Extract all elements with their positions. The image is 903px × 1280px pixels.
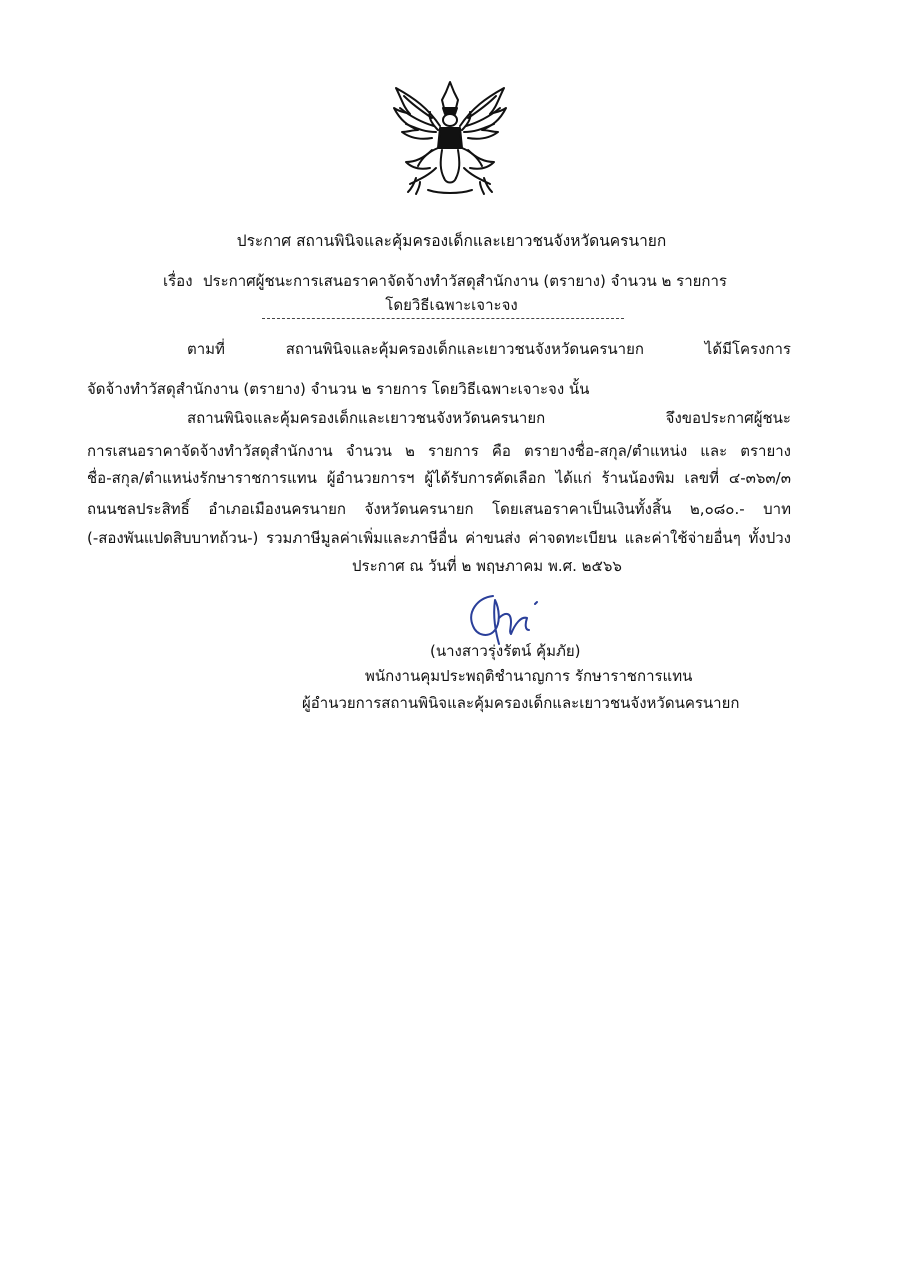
- dashed-divider: [262, 318, 624, 319]
- subject-text: ประกาศผู้ชนะการเสนอราคาจัดจ้างทำวัสดุสำนักงาน (ตรายาง) จำนวน ๒ รายการ: [203, 272, 727, 290]
- para1-line-2: จัดจ้างทำวัสดุสำนักงาน (ตรายาง) จำนวน ๒ รายการ โดยวิธีเฉพาะเจาะจง นั้น: [87, 380, 590, 398]
- para2-line-1: สถานพินิจและคุ้มครองเด็กและเยาวชนจังหวัดนครนายก จึงขอประกาศผู้ชนะ: [187, 409, 791, 427]
- para2-line-5: (-สองพันแปดสิบบาทถ้วน-) รวมภาษีมูลค่าเพิ่มและภาษีอื่น ค่าขนส่ง ค่าจดทะเบียน และค่าใช้จ่ายอื่นๆ ทั้งปวง: [87, 529, 791, 547]
- signer-name: (นางสาวรุ่งรัตน์ คุ้มภัย): [430, 642, 581, 660]
- handwritten-signature-icon: [455, 590, 575, 646]
- subject-label: เรื่อง: [163, 272, 193, 290]
- subject-line: [163, 270, 727, 292]
- signer-position-1: พนักงานคุมประพฤติชำนาญการ รักษาราชการแทน: [365, 667, 693, 685]
- para2-line-3: ชื่อ-สกุล/ตำแหน่งรักษาราชการแทน ผู้อำนวยการฯ ผู้ได้รับการคัดเลือก ได้แก่ ร้านน้องพิม เลขที่ ๔-๓๖๓/๓: [87, 469, 791, 487]
- para2-line-4: ถนนชลประสิทธิ์ อำเภอเมืองนครนายก จังหวัดนครนายก โดยเสนอราคาเป็นเงินทั้งสิ้น ๒,๐๘๐.- บาท: [87, 500, 791, 518]
- announcement-title: ประกาศ สถานพินิจและคุ้มครองเด็กและเยาวชนจังหวัดนครนายก: [236, 232, 667, 250]
- announcement-date: ประกาศ ณ วันที่ ๒ พฤษภาคม พ.ศ. ๒๕๖๖: [352, 557, 622, 575]
- procurement-method: โดยวิธีเฉพาะเจาะจง: [385, 296, 518, 314]
- para1-line-1: ตามที่ สถานพินิจและคุ้มครองเด็กและเยาวชนจังหวัดนครนายก ได้มีโครงการ: [187, 340, 791, 358]
- signer-position-2: ผู้อำนวยการสถานพินิจและคุ้มครองเด็กและเยาวชนจังหวัดนครนายก: [302, 694, 740, 712]
- garuda-emblem-icon: [388, 78, 512, 198]
- para2-line-2: การเสนอราคาจัดจ้างทำวัสดุสำนักงาน จำนวน ๒ รายการ คือ ตรายางชื่อ-สกุล/ตำแหน่ง และ ตรายาง: [87, 442, 791, 460]
